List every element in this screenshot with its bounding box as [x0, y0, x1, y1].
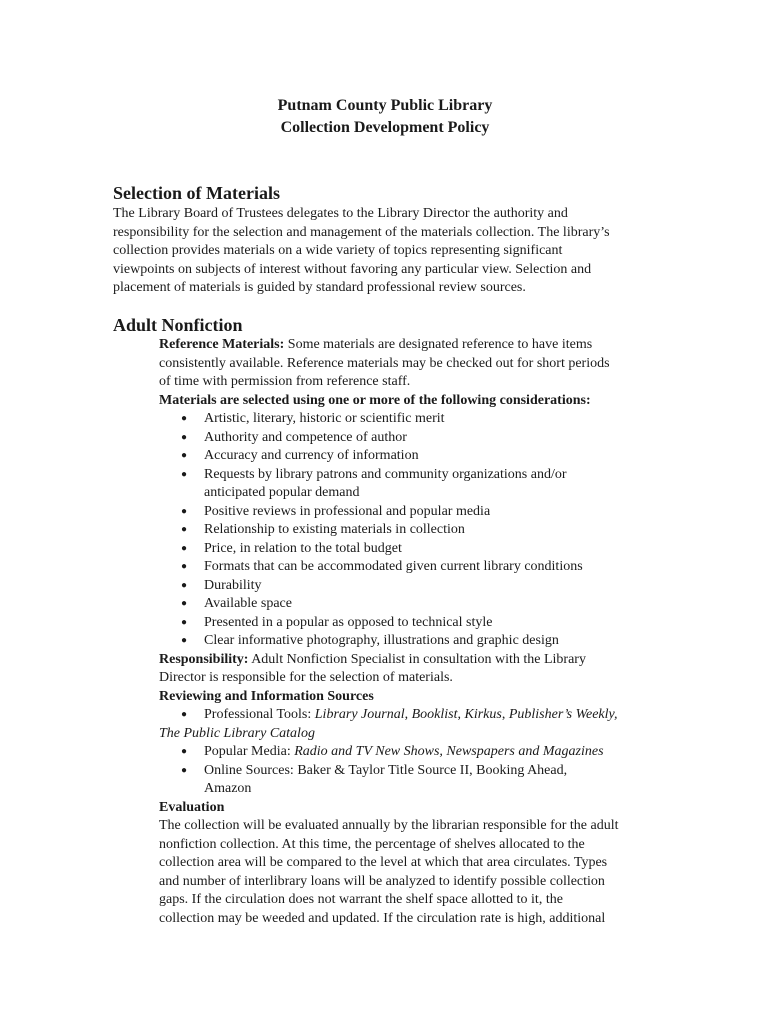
selection-heading: Selection of Materials	[113, 183, 280, 203]
selection-paragraph	[113, 205, 673, 298]
bullet-dot-icon: ●	[181, 561, 188, 572]
reference-line: of time with permission from reference staff.	[159, 374, 411, 389]
title-line-2: Collection Development Policy	[280, 119, 490, 136]
bullet-dot-icon: ●	[181, 431, 188, 443]
list-item: ● Artistic, literary, historic or scientific merit	[159, 410, 659, 429]
selection-line: The Library Board of Trustees delegates to the Library Director the authority and	[113, 206, 568, 221]
list-item: ● Accuracy and currency of information	[159, 447, 659, 466]
reference-materials-paragraph	[159, 336, 659, 392]
considerations-heading: Materials are selected using one or more of the following considerations:	[159, 392, 591, 408]
list-item: ● Online Sources: Baker & Taylor Title Source II, Booking Ahead, Amazon	[181, 762, 568, 796]
bullet-dot-icon: ●	[181, 542, 188, 554]
adult-nonfiction-section	[113, 314, 673, 928]
bullet-dot-icon: ●	[181, 616, 188, 628]
bullet-dot-icon: ●	[181, 746, 188, 757]
bullet-dot-icon: ●	[181, 635, 188, 646]
document-title	[0, 95, 770, 139]
evaluation-paragraph: The collection will be evaluated annually by the librarian responsible for the adult nonfiction collection. At this time, the percentage of shelves allocated to the collection area will be compared to the level at which that area circulates. Types and number of interlibrary loans will be analyzed to identify possible collection gaps. If the circulation does not warrant the shelf space allotted to it, the collection may be weeded and updated. If the circulation rate is high, additional	[159, 818, 619, 926]
selection-line: viewpoints on subjects of interest without favoring any particular view. Selection and	[113, 261, 592, 277]
list-item: ● Authority and competence of author	[159, 429, 659, 448]
list-item: ● Durability	[159, 577, 659, 596]
reference-materials-label: Reference Materials:	[159, 337, 285, 352]
bullet-dot-icon: ●	[181, 764, 188, 776]
bullet-dot-icon: ●	[181, 598, 188, 609]
list-item: ● Available space	[159, 595, 659, 614]
list-item: ● Popular Media: Radio and TV New Shows, Newspapers and Magazines	[159, 743, 659, 762]
evaluation-heading: Evaluation	[159, 799, 225, 815]
title-line-1: Putnam County Public Library	[277, 97, 493, 114]
bullet-dot-icon: ●	[181, 579, 188, 591]
selection-line: responsibility for the selection and management of the materials collection. The library’s	[113, 224, 610, 240]
list-item: ● Clear informative photography, illustrations and graphic design	[159, 632, 659, 651]
bullet-dot-icon: ●	[181, 505, 188, 517]
list-item: ● Requests by library patrons and community organizations and/or anticipated popular demand	[181, 466, 567, 500]
reference-line: consistently available. Reference materials may be checked out for short periods	[159, 355, 610, 371]
adult-nonfiction-heading: Adult Nonfiction	[113, 315, 243, 335]
list-item: ● Formats that can be accommodated given current library conditions	[159, 558, 659, 577]
selection-line: collection provides materials on a wide variety of topics representing significant	[113, 243, 563, 258]
reviewing-heading: Reviewing and Information Sources	[159, 688, 374, 704]
bullet-dot-icon: ●	[181, 468, 188, 480]
considerations-list	[159, 410, 659, 651]
bullet-dot-icon: ●	[181, 524, 188, 535]
adult-nonfiction-body	[159, 336, 659, 928]
list-item: ● Relationship to existing materials in collection	[159, 521, 659, 540]
bullet-dot-icon: ●	[181, 450, 188, 461]
bullet-dot-icon: ●	[181, 709, 188, 720]
responsibility-paragraph: Responsibility: Adult Nonfiction Specialist in consultation with the Library Director is responsible for the selection of materials.	[159, 651, 586, 685]
reference-line: Some materials are designated reference to have items	[284, 337, 593, 352]
sources-list	[159, 706, 659, 799]
list-item: ● Price, in relation to the total budget	[159, 540, 659, 559]
list-item: ● Presented in a popular as opposed to technical style	[159, 614, 659, 633]
list-item: ● Positive reviews in professional and popular media	[159, 503, 659, 522]
bullet-dot-icon: ●	[181, 413, 188, 424]
list-item: ● Professional Tools: Library Journal, Booklist, Kirkus, Publisher’s Weekly, The Public Library Catalog	[159, 707, 618, 741]
selection-line: placement of materials is guided by standard professional review sources.	[113, 280, 526, 295]
responsibility-label: Responsibility:	[159, 651, 249, 667]
selection-section	[113, 182, 673, 298]
